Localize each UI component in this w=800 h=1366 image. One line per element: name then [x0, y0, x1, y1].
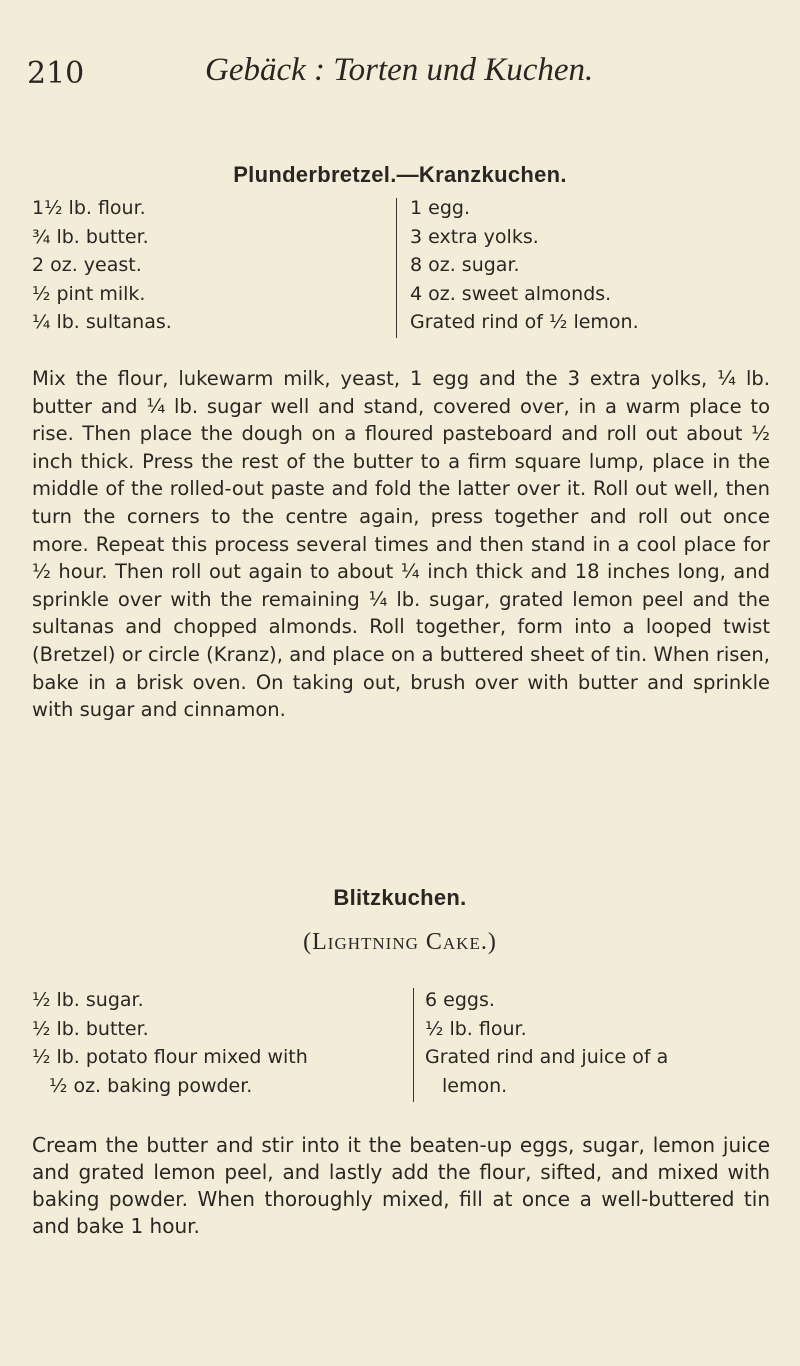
recipe-title: Plunderbretzel.—Kranzkuchen. — [233, 162, 567, 187]
ingredient: 2 oz. yeast. — [32, 254, 142, 276]
ingredient: ½ pint milk. — [32, 282, 146, 305]
ingredient: lemon. — [442, 1074, 508, 1097]
ingredients-right — [425, 986, 668, 1100]
recipe-subtitle: (Lightning Cake.) — [303, 929, 497, 955]
running-head: Gebäck : Torten und Kuchen. — [205, 52, 594, 88]
method-paragraph: Mix the flour, lukewarm milk, yeast, 1 egg and the 3 extra yolks, ¼ lb. butter and ¼ lb. sugar well and stand, covered over, in a warm place to rise. Then place the dough on a floured pasteboard and roll out about ½ inch thick. Press the rest of the butter to a firm square lump, place in the middle of the rolled-out paste and fold the latter over it. Roll out well, then turn the corners to the centre again, press together and roll out once more. Repeat this process several times and then stand in a cool place for ½ hour. Then roll out again to about ¼ inch thick and 18 inches long, and sprinkle over with the remaining ¼ lb. sugar, grated lemon peel and the sultanas and chopped almonds. Roll together, form into a looped twist (Bretzel) or circle (Kranz), and place on a buttered sheet of tin. When risen, bake in a brisk oven. On taking out, brush over with butter and sprinkle with sugar and cinnamon. — [32, 367, 770, 722]
column-divider — [413, 988, 414, 1102]
ingredient: ½ lb. flour. — [425, 1017, 527, 1040]
ingredient: ½ oz. baking powder. — [49, 1074, 253, 1097]
ingredients-left — [32, 986, 308, 1100]
ingredient: ½ lb. sugar. — [32, 989, 144, 1011]
ingredient: 8 oz. sugar. — [410, 254, 520, 276]
ingredient: ½ lb. butter. — [32, 1017, 149, 1040]
recipe-title: Blitzkuchen. — [333, 885, 467, 910]
ingredient: ½ lb. potato flour mixed with — [32, 1046, 308, 1068]
ingredients-right — [410, 194, 639, 337]
ingredient: Grated rind of ½ lemon. — [410, 311, 639, 333]
method-paragraph: Cream the butter and stir into it the beaten-up eggs, sugar, lemon juice and grated lemon peel, and lastly add the flour, sifted, and mixed with baking powder. When thoroughly mixed, fill at once a well-buttered tin and bake 1 hour. — [32, 1133, 770, 1238]
page-number: 210 — [27, 56, 85, 91]
ingredient: ¼ lb. sultanas. — [32, 311, 172, 333]
column-divider — [396, 198, 397, 338]
ingredient: 3 extra yolks. — [410, 225, 539, 248]
ingredient: 1 egg. — [410, 197, 470, 219]
ingredients-left — [32, 194, 172, 337]
ingredient: Grated rind and juice of a — [425, 1046, 669, 1068]
ingredient: 1½ lb. flour. — [32, 197, 146, 219]
ingredient: 6 eggs. — [425, 989, 495, 1011]
ingredient: 4 oz. sweet almonds. — [410, 282, 612, 305]
ingredient: ¾ lb. butter. — [32, 225, 149, 248]
